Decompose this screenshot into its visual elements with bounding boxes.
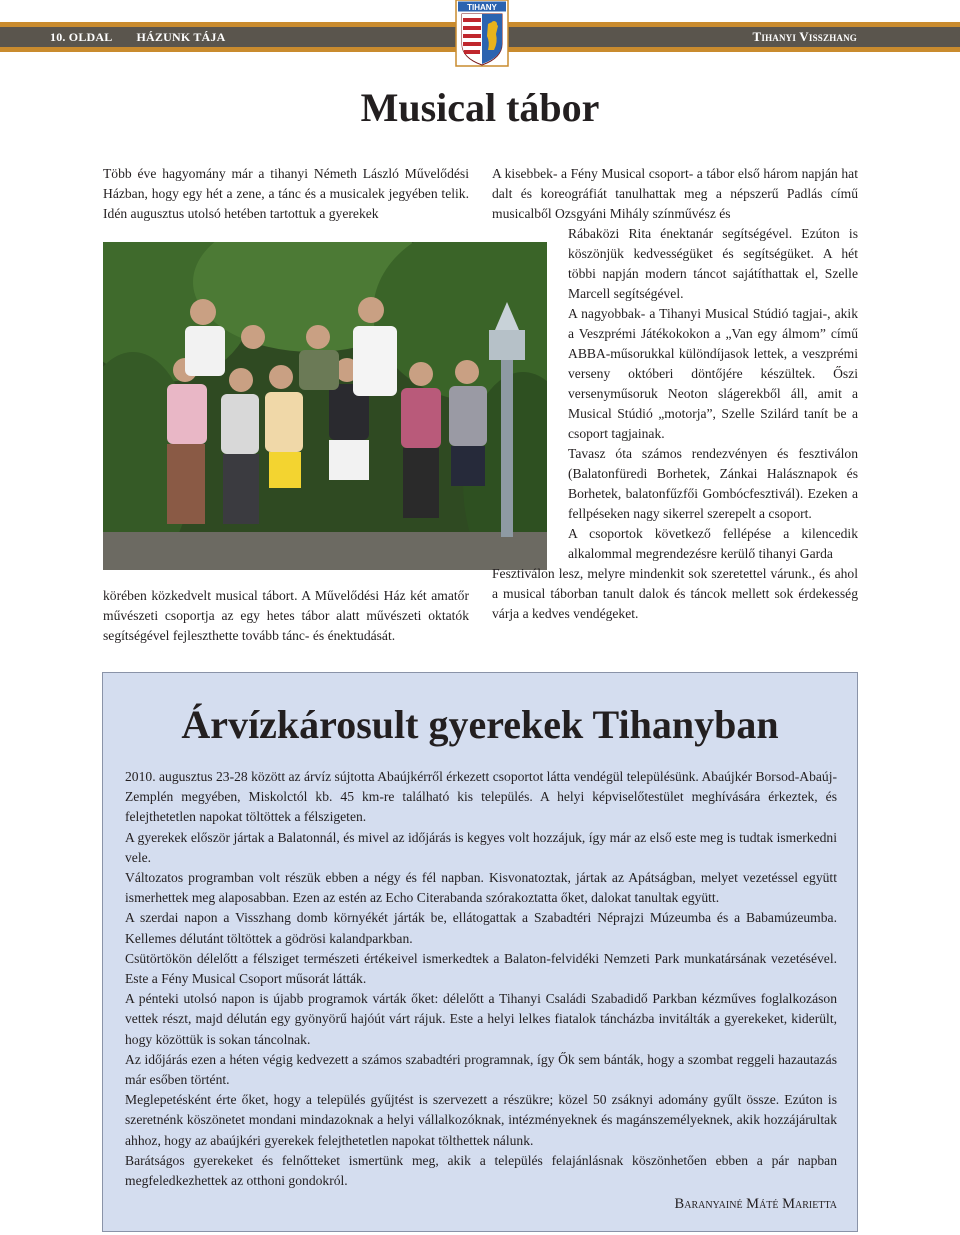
- page-header: [0, 0, 960, 72]
- group-photo-children-icon: [103, 242, 547, 570]
- paragraph: Csütörtökön délelőtt a félsziget természeti értékeivel ismerkedtek a Balaton-felvidéki Nemzeti Park munkatársának vezetésével. Este a Fény Musical Csoport műsorát látták.: [125, 950, 837, 987]
- paragraph: Az időjárás ezen a héten végig kedvezett a számos szabadtéri programnak, így Ők sem bánták, hogy a szombat reggeli hazautazás már esőben történt.: [125, 1051, 837, 1088]
- paragraph: 2010. augusztus 23-28 között az árvíz sújtotta Abaújkérről érkezett csoportot látta vendégül településünk. Abaújkér Borsod-Abaúj-Zemplén megyében, Miskolctól kb. 45 km-re található kis település. A helyi képviselőtestület meghívására érkeztek, és felejthetetlen napokat töltöttek a félszigeten.: [125, 769, 837, 825]
- paragraph: Barátságos gyerekeket és felnőtteket ismertünk meg, akik a település felajánlásnak köszönhetően ebben a pár napban megfeledkezhettek az otthoni gondokról.: [125, 1152, 837, 1189]
- tihany-coat-of-arms-icon: [454, 0, 510, 68]
- photo-illustration: [103, 242, 547, 570]
- paragraph: A csoportok következő fellépése a kilencedik alkalommal megrendezésre kerülő tihanyi Garda: [568, 526, 858, 561]
- header-left: [50, 27, 225, 47]
- paragraph: Meglepetésként érte őket, hogy a település gyűjtést is szervezett a részükre; közel 50 zsáknyi adomány gyűlt össze. Ezúton is szeretnénk köszönetet mondani mindazoknak a helyi vállalkozóknak, intézményeknek és magánszemélyeknek, akik hozzájárultak ahhoz, hogy az abaújkéri gyerekek felejthetetlen napokat tölthettek nálunk.: [125, 1092, 837, 1148]
- flood-children-article-box: [102, 672, 858, 1232]
- paragraph: Rábaközi Rita énektanár segítségével. Ezúton is köszönjük kedvességüket és segítségüket. A hét többi napján modern táncot sajátíthattak el, Szelle Marcell segítségével.: [568, 226, 858, 301]
- paragraph: A szerdai napon a Visszhang domb környékét járták be, ellátogattak a Szabadtéri Néprajzi Múzeumba és a Babamúzeumba. Kellemes délutánt töltöttek a gödrösi kalandparkban.: [125, 910, 837, 946]
- paragraph: A nagyobbak- a Tihanyi Musical Stúdió tagjai-, akik a Veszprémi Játékokokon a „Van egy álmom” című ABBA-műsorukkal különdíjasok lettek, a veszprémi verseny októberi döntőjére készültek. Őszi versenyműsoruk Neoton slágerekből áll, amit a Musical Stúdió „motorja”, Szelle Szilárd tanít be a csoport tagjainak.: [568, 306, 858, 441]
- paragraph: Tavasz óta számos rendezvényen és fesztiválon (Balatonfüredi Borhetek, Zánkai Halásznapok és Borhetek, balatonfűzfői Gombócfesztivál). Ezeken a fellpéseken nagy sikerrel szerepelt a csoport.: [568, 446, 858, 521]
- article-body: [125, 767, 837, 1214]
- paragraph: A pénteki utolsó napon is újabb programok várták őket: délelőtt a Tihanyi Családi Szabadidő Parkban kézműves foglalkozáson vettek részt, majd délután egy gyönyörű hajóút várt rájuk. Este a helyi lelkes fiatalok táncházba invitálták a gyerekeket, kiderült, hogy közöttük is sokan táncolnak.: [125, 991, 837, 1047]
- publication-name: Tihanyi Visszhang: [752, 29, 857, 44]
- article-right-column: [492, 164, 858, 624]
- paragraph: Változatos programban volt részük ebben a négy és fél napban. Kisvonatoztak, jártak az Apátságban, melyet vezetéssel együtt ismerhettek meg alaposabban. Ezen az estén az Echo Citerabanda szórakoztatta őket, dalokat tanultak együtt.: [125, 870, 837, 906]
- paragraph: Fesztiválon lesz, melyre mindenkit sok szeretettel várunk., és ahol a musical táborban tanult dalok és táncok mellett sok érdekesség várja a kedves vendégeket.: [492, 566, 858, 621]
- section-name: HÁZUNK TÁJA: [136, 30, 226, 44]
- paragraph: A gyerekek először jártak a Balatonnál, és mivel az időjárás is kegyes volt hozzájuk, így már az első este meg is tudtak ismerkedni vele.: [125, 829, 837, 865]
- paragraph: A kisebbek- a Fény Musical csoport- a tábor első három napján hat dalt és koreográfiát tanulhattak meg a népszerű Padlás című musicalből Ozsgyáni Mihály színművész és: [492, 166, 858, 221]
- article-left-continuation: körében közkedvelt musical tábort. A Művelődési Ház két amatőr művészeti csoportja az egy hetes tábor alatt művészeti oktatók segítségével fejleszthette tovább tánc- és énektudását.: [103, 588, 469, 643]
- article-intro: Több éve hagyomány már a tihanyi Németh László Művelődési Házban, hogy egy hét a zene, a tánc és a musicalek jegyében telik. Idén augusztus utolsó hetében tartottuk a gyerekek: [103, 166, 469, 221]
- article-title-musical: Musical tábor: [360, 85, 600, 130]
- article-title-flood: Árvízkárosult gyerekek Tihanyban: [181, 702, 779, 747]
- page-number: 10. OLDAL: [50, 30, 113, 44]
- crest-label: TIHANY: [467, 3, 497, 12]
- author-name: Baranyainé Máté Marietta: [674, 1196, 837, 1213]
